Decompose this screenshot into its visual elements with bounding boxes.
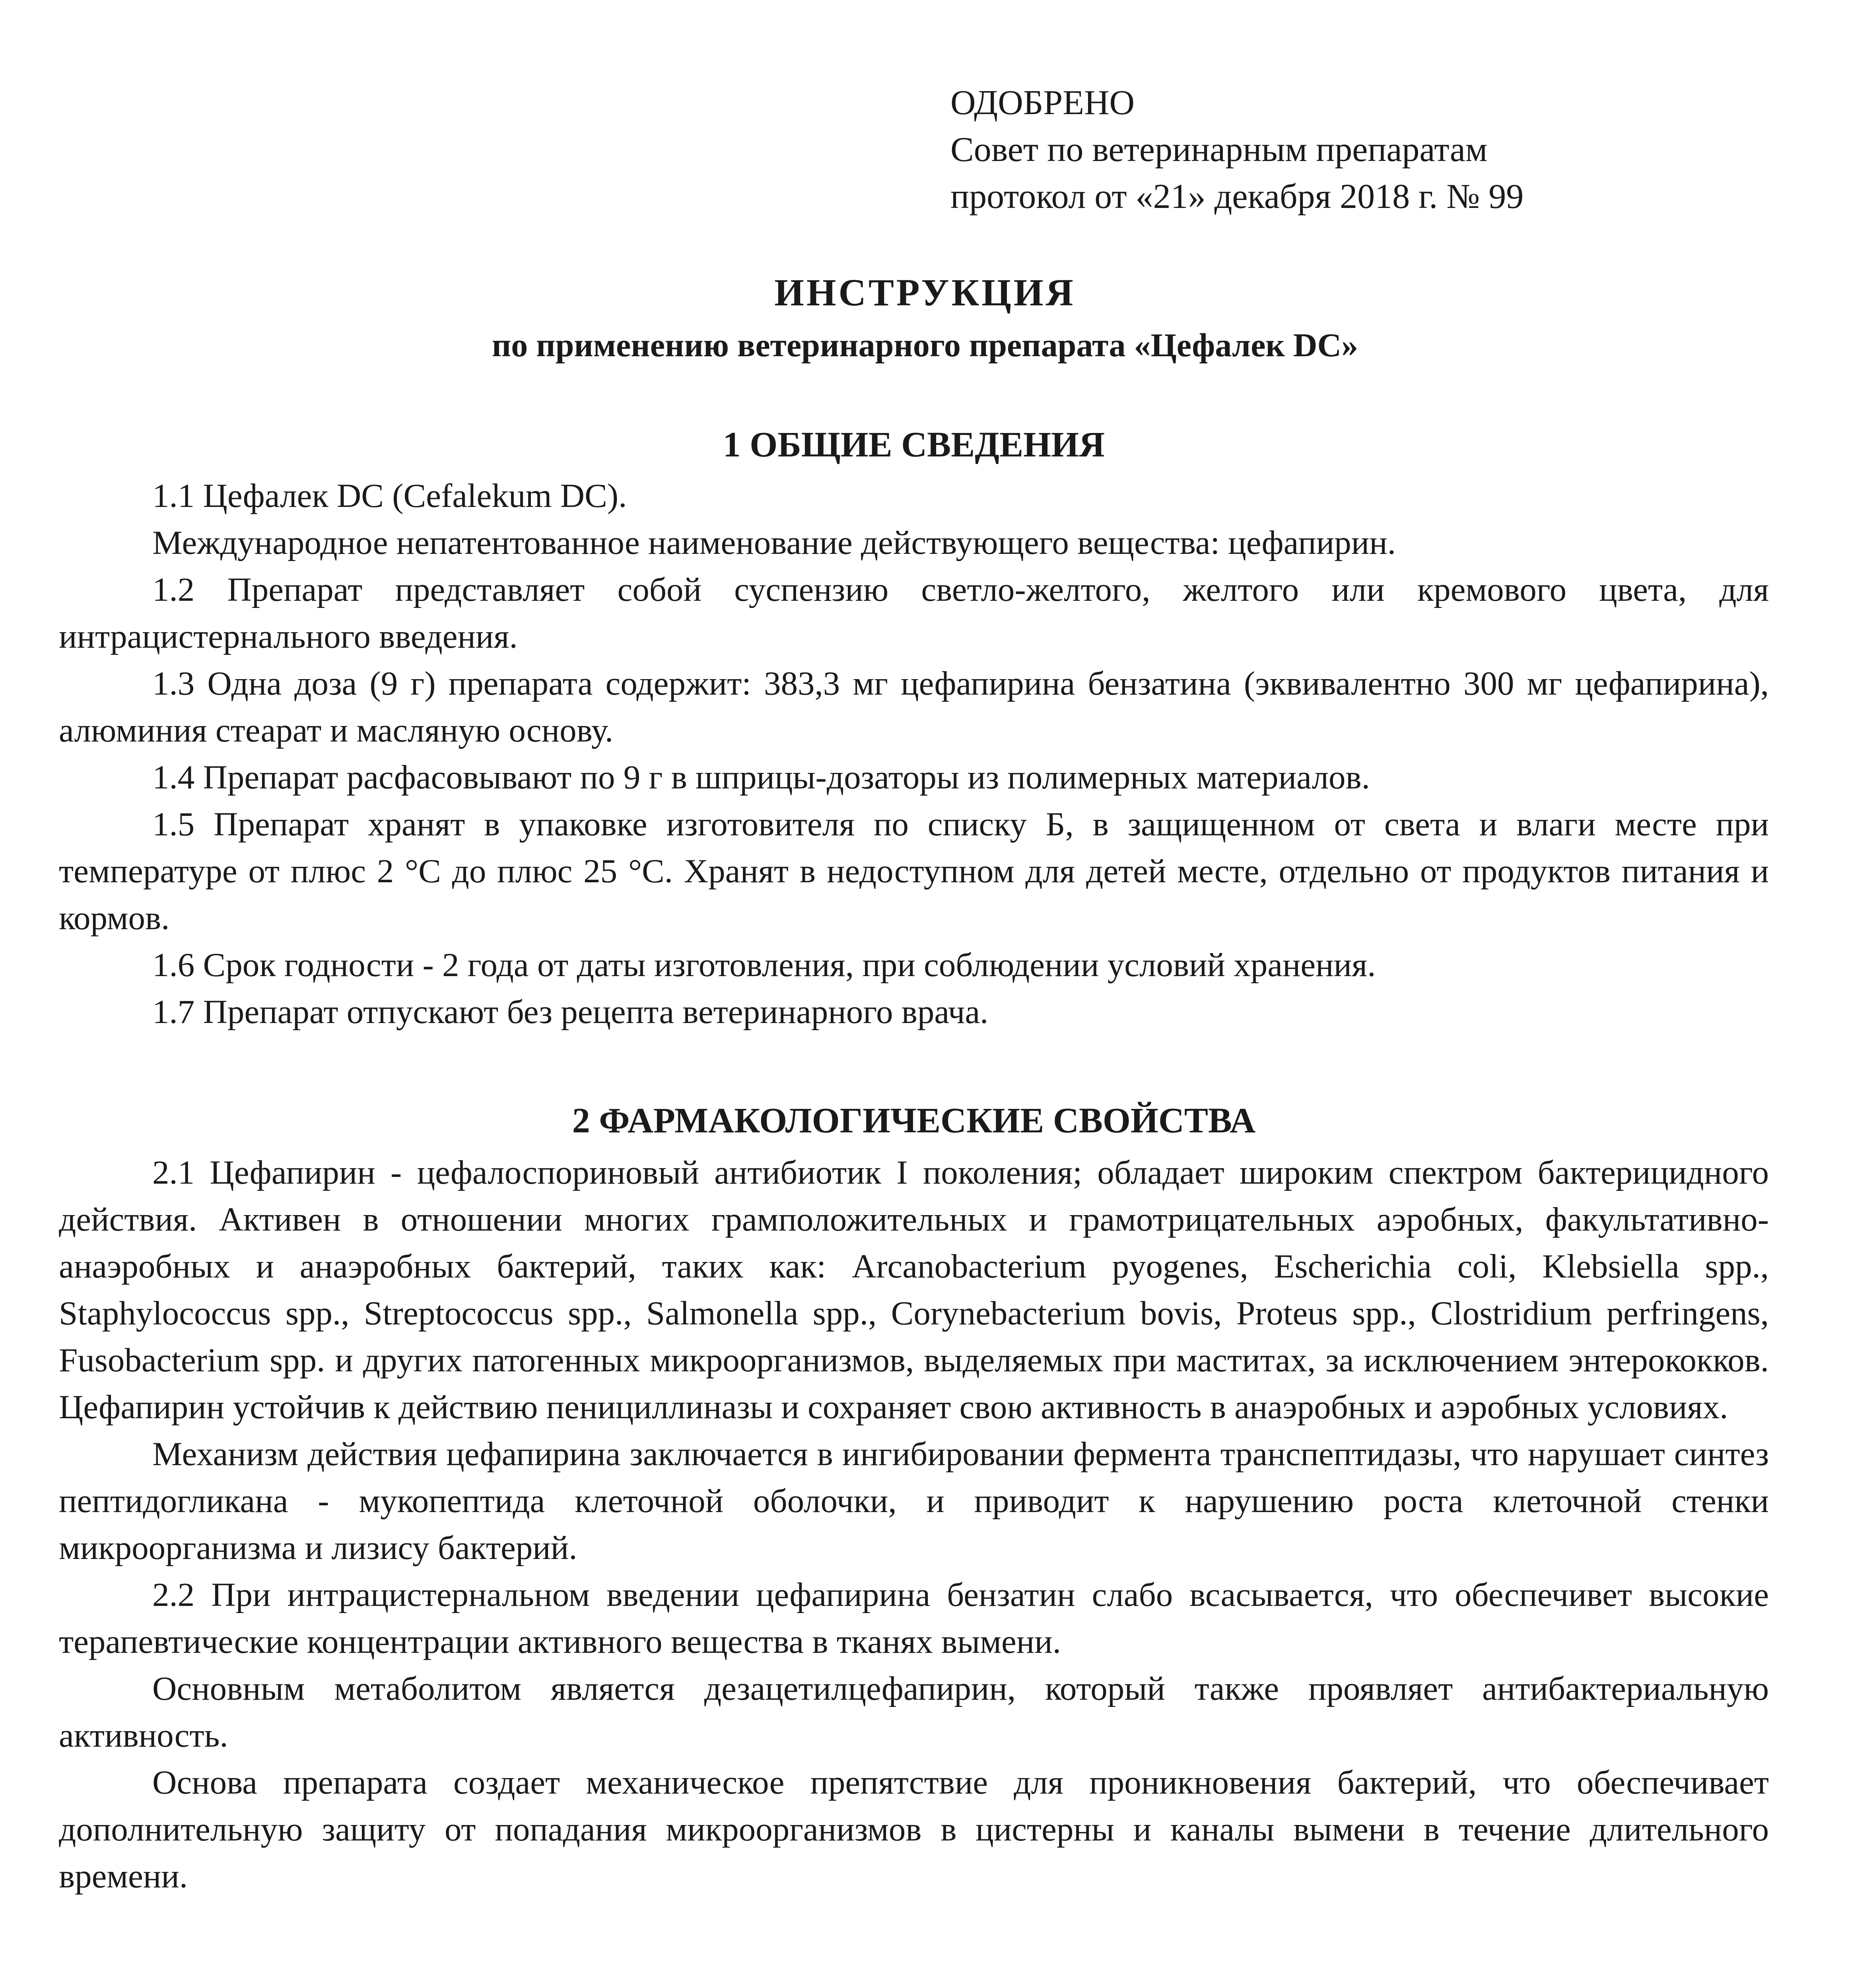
section-heading: 1 ОБЩИЕ СВЕДЕНИЯ <box>723 425 1105 464</box>
paragraph: 1.1 Цефалек DC (Cefalekum DC). <box>152 477 627 514</box>
approval-status: ОДОБРЕНО <box>950 83 1135 122</box>
paragraph: 1.3 Одна доза (9 г) препарата содержит: 383,3 мг цефапирина бензатина (эквивалентно 300 мг цефапирина), алюминия стеарат и масляную основу. <box>59 665 1769 749</box>
paragraph: 1.2 Препарат представляет собой суспензию светло-желтого, желтого или кремового цвета, для интрацистернального введения. <box>59 571 1769 655</box>
paragraph: Международное непатентованное наименование действующего вещества: цефапирин. <box>152 524 1396 561</box>
paragraph: Основным метаболитом является дезацетилцефапирин, который также проявляет антибактериальную активность. <box>59 1670 1769 1754</box>
paragraph: Основа препарата создает механическое препятствие для проникновения бактерий, что обеспечивает дополнительную защиту от попадания микроорганизмов в цистерны и каналы вымени в течение длительного времени. <box>59 1764 1769 1895</box>
paragraph: 2.2 При интрацистернальном введении цефапирина бензатин слабо всасывается, что обеспечивет высокие терапевтические концентрации активного вещества в тканях вымени. <box>59 1576 1769 1660</box>
paragraph: Механизм действия цефапирина заключается в ингибировании фермента транспептидазы, что нарушает синтез пептидогликана - мукопептида клеточной оболочки, и приводит к нарушению роста клеточной стенки микроорганизма и лизису бактерий. <box>59 1435 1769 1567</box>
paragraph: 1.7 Препарат отпускают без рецепта ветеринарного врача. <box>152 993 989 1031</box>
paragraph: 1.4 Препарат расфасовывают по 9 г в шприцы-дозаторы из полимерных материалов. <box>152 759 1370 796</box>
section-general-info <box>59 421 1769 1035</box>
section-pharmacological-properties <box>59 1097 1769 1900</box>
paragraph: 1.6 Срок годности - 2 года от даты изготовления, при соблюдении условий хранения. <box>152 946 1376 984</box>
approval-stamp-block <box>950 80 1805 220</box>
paragraph: 2.1 Цефапирин - цефалоспориновый антибиотик I поколения; обладает широким спектром бактерицидного действия. Активен в отношении многих грамположительных и грамотрицательных аэробных, факультативно-анаэробных и анаэробных бактерий, таких как: Arcanobacterium pyogenes, Escherichia coli, Klebsiella spp., Staphylococcus spp., Streptococcus spp., Salmonella spp., Corynebacterium bovis, Proteus spp., Clostridium perfringens, Fusobacterium spp. и других патогенных микроорганизмов, выделяемых при маститах, за исключением энтерококков. Цефапирин устойчив к действию пенициллиназы и сохраняет свою активность в анаэробных и аэробных условиях. <box>59 1154 1769 1426</box>
document-subtitle: по применению ветеринарного препарата «Цефалек DC» <box>492 327 1358 364</box>
paragraph: 1.5 Препарат хранят в упаковке изготовителя по списку Б, в защищенном от света и влаги месте при температуре от плюс 2 °С до плюс 25 °С. Хранят в недоступном для детей месте, отдельно от продуктов питания и кормов. <box>59 806 1769 937</box>
document-title: ИНСТРУКЦИЯ <box>774 271 1076 314</box>
approval-protocol: протокол от «21» декабря 2018 г. № 99 <box>950 177 1524 216</box>
section-heading: 2 ФАРМАКОЛОГИЧЕСКИЕ СВОЙСТВА <box>572 1101 1256 1140</box>
approval-council: Совет по ветеринарным препаратам <box>950 130 1488 169</box>
